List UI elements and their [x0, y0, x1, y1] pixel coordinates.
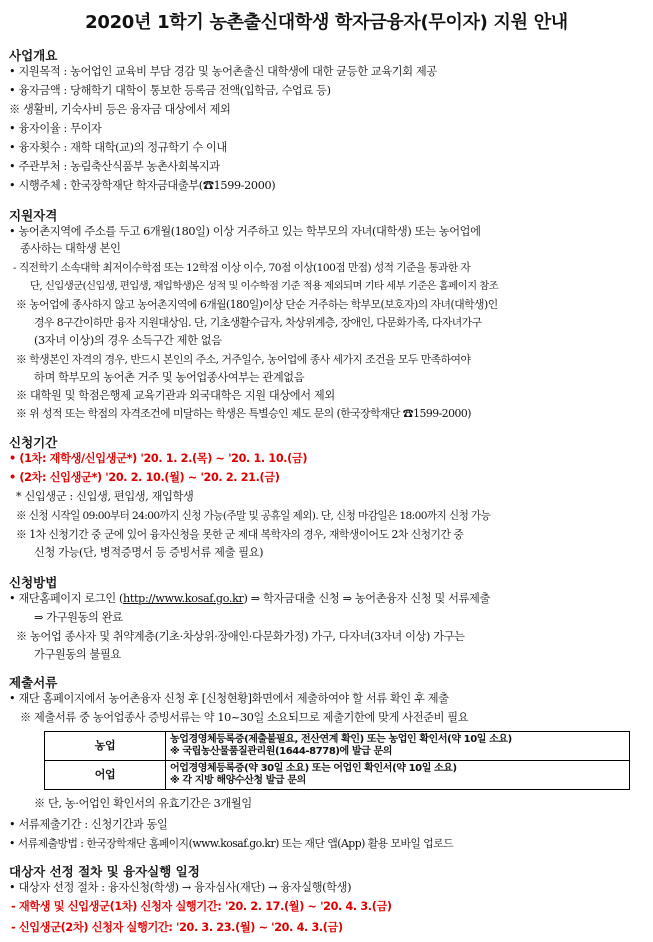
eligibility-note: 경우 8구간이하만 융자 지원대상임. 단, 기초생활수급자, 차상위계층, 장애인, 다문화가족, 다자녀가구 — [34, 316, 482, 329]
method-line — [9, 592, 490, 606]
period-second-round: • (2차: 신입생군*) '20. 2. 10.(월) ~ '20. 2. 21.(금) — [9, 471, 280, 484]
method-line-prefix: • 재단홈페이지 로그인 ( — [9, 592, 123, 605]
eligibility-line: - 직전학기 소속대학 최저이수학점 또는 12학점 이상 이수, 70점 이상(100점 만점) 성적 기준을 통과한 자 — [13, 262, 471, 274]
period-note: ※ 1차 신청기간 중 군에 있어 융자신청을 못한 군 제대 복학자의 경우, 재학생이어도 2차 신청기간 중 — [16, 528, 464, 541]
period-note: 신청 가능(단, 병적증명서 등 증빙서류 제출 필요) — [34, 546, 264, 559]
documents-note: ※ 단, 농·어업인 확인서의 유효기간은 3개월임 — [34, 797, 252, 810]
overview-line: • 융자이율 : 무이자 — [9, 122, 102, 135]
documents-note: ※ 제출서류 중 농어업종사 증빙서류는 약 10~30일 소요되므로 제출기한에 맞게 사전준비 필요 — [20, 711, 469, 724]
table-cell-type: 어업 — [45, 761, 166, 790]
overview-note: ※ 생활비, 기숙사비 등은 융자금 대상에서 제외 — [9, 103, 231, 116]
period-first-round: • (1차: 재학생/신입생군*) '20. 1. 2.(목) ~ '20. 1. 10.(금) — [9, 452, 308, 465]
section-heading-documents: 제출서류 — [9, 675, 58, 690]
period-note: * 신입생군 : 신입생, 편입생, 재입학생 — [16, 490, 194, 503]
detail-line: 농업경영체등록증(제출불필요, 전산연계 확인) 또는 농업인 확인서(약 10일 소요) — [170, 734, 512, 745]
overview-line: • 주관부처 : 농림축산식품부 농촌사회복지과 — [9, 160, 220, 173]
section-heading-method: 신청방법 — [9, 575, 58, 590]
proof-documents-table — [44, 731, 630, 790]
method-line: ⇒ 가구원동의 완료 — [34, 611, 123, 624]
selection-line: • 대상자 선정 절차 : 융자신청(학생) → 융자심사(재단) → 융자실행(학생) — [9, 881, 352, 894]
table-cell-detail — [166, 732, 630, 761]
table-cell-type: 농업 — [45, 732, 166, 761]
method-note: ※ 농어업 종사자 및 취약계층(기초·차상위·장애인·다문화가정) 가구, 다자녀(3자녀 이상) 가구는 — [16, 630, 465, 643]
eligibility-note: ※ 학생본인 자격의 경우, 반드시 본인의 주소, 거주일수, 농어업에 종사 세가지 조건을 모두 만족하여야 — [16, 353, 471, 366]
document-title: 2020년 1학기 농촌출신대학생 학자금융자(무이자) 지원 안내 — [85, 12, 568, 33]
overview-line: • 시행주체 : 한국장학재단 학자금대출부(☎1599-2000) — [9, 179, 276, 192]
documents-line: • 서류제출방법 : 한국장학재단 홈페이지(www.kosaf.go.kr) 또는 재단 앱(App) 활용 모바일 업로드 — [9, 837, 454, 850]
eligibility-note: 하며 학부모의 농어촌 거주 및 농어업종사여부는 관계없음 — [34, 371, 305, 384]
eligibility-note: ※ 농어업에 종사하지 않고 농어촌지역에 6개월(180일)이상 단순 거주하는 학부모(보호자)의 자녀(대학생)인 — [16, 298, 498, 311]
eligibility-note: (3자녀 이상)의 경우 소득구간 제한 없음 — [34, 334, 222, 347]
eligibility-line: 단, 신입생군(신입생, 편입생, 재입학생)은 성적 및 이수학점 기준 적용 제외되며 기타 세부 기준은 홈페이지 참조 — [30, 280, 499, 292]
method-line-suffix: ) ⇒ 학자금대출 신청 ⇒ 농어촌융자 신청 및 서류제출 — [243, 592, 490, 605]
section-heading-eligibility: 지원자격 — [9, 208, 58, 223]
table-row — [45, 761, 630, 790]
method-note: 가구원동의 불필요 — [34, 648, 121, 661]
overview-line: • 융자횟수 : 재학 대학(교)의 정규학기 수 이내 — [9, 141, 227, 154]
eligibility-line: • 농어촌지역에 주소를 두고 6개월(180일) 이상 거주하고 있는 학부모의 자녀(대학생) 또는 농어업에 — [9, 225, 481, 238]
eligibility-line: 종사하는 대학생 본인 — [20, 242, 121, 255]
documents-line: • 서류제출기간 : 신청기간과 동일 — [9, 818, 168, 831]
section-heading-selection: 대상자 선정 절차 및 융자실행 일정 — [9, 864, 200, 879]
table-row — [45, 732, 630, 761]
overview-line: • 지원목적 : 농어업인 교육비 부담 경감 및 농어촌출신 대학생에 대한 균등한 교육기회 제공 — [9, 65, 437, 78]
eligibility-note: ※ 대학원 및 학점은행제 교육기관과 외국대학은 지원 대상에서 제외 — [16, 389, 335, 402]
period-note: ※ 신청 시작일 09:00부터 24:00까지 신청 가능(주말 및 공휴일 제외). 단, 신청 마감일은 18:00까지 신청 가능 — [16, 510, 491, 522]
section-heading-overview: 사업개요 — [9, 48, 58, 63]
section-heading-period: 신청기간 — [9, 435, 58, 450]
overview-line: • 융자금액 : 당해학기 대학이 통보한 등록금 전액(입학금, 수업료 등) — [9, 84, 331, 97]
selection-period-second: - 신입생군(2차) 신청자 실행기간: '20. 3. 23.(월) ~ '20. 4. 3.(금) — [11, 921, 343, 934]
detail-note: ※ 각 지방 해양수산청 발급 문의 — [170, 775, 306, 786]
eligibility-note: ※ 위 성적 또는 학점의 자격조건에 미달하는 학생은 특별승인 제도 문의 (한국장학재단 ☎1599-2000) — [16, 407, 471, 420]
kosaf-link[interactable]: http://www.kosaf.go.kr — [123, 592, 244, 605]
detail-line: 어업경영체등록증(약 30일 소요) 또는 어업인 확인서(약 10일 소요) — [170, 763, 457, 774]
table-cell-detail — [166, 761, 630, 790]
selection-period-first: - 재학생 및 신입생군(1차) 신청자 실행기간: '20. 2. 17.(월) ~ '20. 4. 3.(금) — [11, 900, 392, 913]
detail-note: ※ 국립농산물품질관리원(1644-8778)에 발급 문의 — [170, 746, 393, 757]
documents-line: • 재단 홈페이지에서 농어촌융자 신청 후 [신청현황]화면에서 제출하여야 할 서류 확인 후 제출 — [9, 692, 449, 705]
